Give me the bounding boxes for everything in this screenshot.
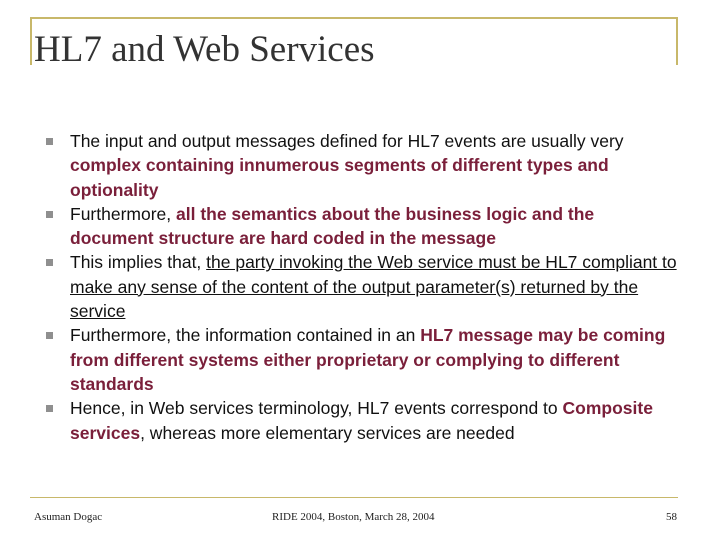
square-bullet-icon xyxy=(46,332,53,339)
bullet-emphasis: Composite services xyxy=(70,398,653,443)
bullet-text: Furthermore, the information contained in an xyxy=(70,325,421,346)
bullet-list xyxy=(40,129,680,445)
square-bullet-icon xyxy=(46,259,53,266)
bullet-item xyxy=(40,396,680,445)
bullet-item xyxy=(40,250,680,323)
bullet-emphasis: all the semantics about the business logic and the document structure are hard coded in the message xyxy=(70,203,595,249)
bullet-text: This implies that, xyxy=(70,252,207,273)
bullet-underlined: the party invoking the Web service must be HL7 compliant to make any sense of the content of the output parameter(s) returned by the service xyxy=(70,252,677,322)
footer-event: RIDE 2004, Boston, March 28, 2004 xyxy=(272,511,435,523)
bullet-emphasis: HL7 message may be coming from different systems either proprietary or complying to different standards xyxy=(70,325,666,394)
bullet-text: The input and output messages defined for HL7 events are usually very xyxy=(70,131,624,151)
slide-title: HL7 and Web Services xyxy=(34,29,375,70)
square-bullet-icon xyxy=(46,405,53,412)
square-bullet-icon xyxy=(46,138,53,145)
title-frame-left xyxy=(30,17,32,65)
bullet-text: Hence, in Web services terminology, HL7 events correspond to xyxy=(70,398,563,419)
bullet-emphasis: complex containing innumerous segments of different types and optionality xyxy=(70,155,609,200)
title-frame-right xyxy=(676,17,678,65)
footer-divider xyxy=(30,497,678,498)
title-frame-top xyxy=(30,17,678,19)
bullet-item xyxy=(40,323,680,396)
bullet-text: , whereas more elementary services are needed xyxy=(140,422,515,443)
bullet-item xyxy=(40,129,680,202)
footer-page-number: 58 xyxy=(666,511,677,523)
bullet-item xyxy=(40,202,680,251)
footer-author: Asuman Dogac xyxy=(34,511,103,523)
square-bullet-icon xyxy=(46,211,53,218)
bullet-text: Furthermore, xyxy=(70,203,176,224)
